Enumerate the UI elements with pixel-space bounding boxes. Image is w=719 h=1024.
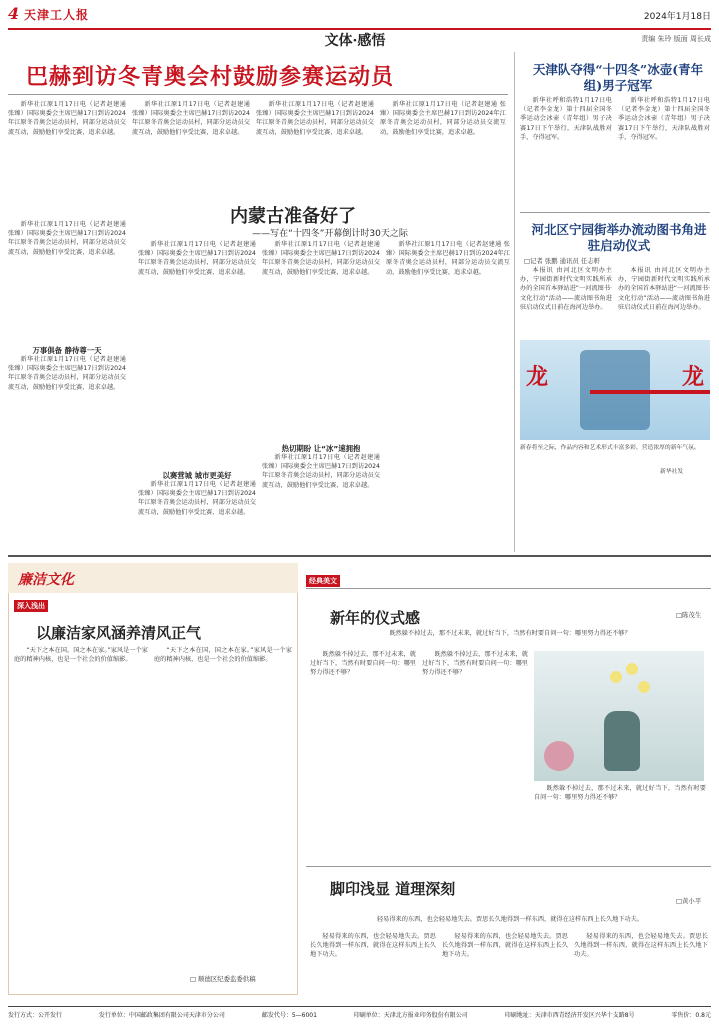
im-section-head: 万事俱备 静待尊一天 [32, 346, 102, 355]
section-title: 文体·感悟 [324, 33, 386, 49]
im-body-col3: 新华社江原1月17日电（记者赵建通 张臻）国际奥委会主席巴赫17日到访2024年江原冬青奥会运动员村，同部分运动员交流互动，鼓励他们享受比赛，追求卓越。 [262, 241, 380, 276]
im-body-col2: 新华社江原1月17日电（记者赵建通 张臻）国际奥委会主席巴赫17日到访2024年江原冬青奥会运动员村，同部分运动员交流互动，鼓励他们享受比赛，追求卓越。 [138, 241, 256, 276]
banner-title: 廉洁文化 [18, 572, 74, 588]
im-subheadline: ——写在“十四冬”开幕倒计时30天之际 [252, 229, 408, 239]
column-tag: 深入浅出 [14, 600, 48, 612]
paper-name: 天津工人报 [24, 8, 90, 22]
lead-body-col4: 新华社江原1月17日电（记者赵建通 张臻）国际奥委会主席巴赫17日到访2024年江原冬青奥会运动员村，同部分运动员交流互动，鼓励他们享受比赛，追求卓越。 [380, 101, 506, 136]
footer-item: 发行单位：中国邮政集团有限公司天津市分公司 [98, 1012, 225, 1019]
essay2-author: □黄小平 [676, 897, 702, 905]
photo-credit: 新华社发 [660, 469, 684, 475]
essay-body: 既然躲不掉过去，那不过未来，就过好当下，当然有时要自问一句：哪里努力得还不够？ [310, 651, 416, 677]
essay2-headline: 脚印浅显 道理深刻 [330, 880, 456, 898]
im-body-col1b: 新华社江原1月17日电（记者赵建通 张臻）国际奥委会主席巴赫17日到访2024年江原冬青奥会运动员村，同部分运动员交流互动，鼓励他们享受比赛，追求卓越。 [8, 356, 126, 391]
column-tag: 经典美文 [306, 575, 340, 587]
daffodil-shape [610, 671, 622, 683]
flower-shape [544, 741, 574, 771]
page-number: 4 [8, 4, 20, 23]
integrity-byline: □ 顺德区纪委监委供稿 [190, 975, 256, 983]
masthead [8, 4, 711, 30]
vase-photo [534, 651, 704, 781]
festival-photo [520, 340, 710, 440]
divider [8, 555, 711, 557]
divider [8, 94, 508, 95]
hebei-body-col2: 本报讯 由河北区文明办主办，宁园街新时代文明实践所承办的全国首本驿站进“一河流图书·文化行动”活动——流动图书角进驻启动仪式日前在海河边举办。 [618, 267, 710, 311]
im-body-col2b: 新华社江原1月17日电（记者赵建通 张臻）国际奥委会主席巴赫17日到访2024年江原冬青奥会运动员村，同部分运动员交流互动，鼓励他们享受比赛，追求卓越。 [138, 481, 256, 516]
im-section-head: 热切期盼 让“冰”速拥抱 [281, 444, 361, 453]
tianjin-body-col2: 新华社呼和浩特1月17日电（记者李金龙）第十四届全国冬季运动会冰壶（青年组）男子决赛17日下午举行，天津队战胜对手，夺得冠军。 [618, 97, 710, 141]
essay-body-col3: 既然躲不掉过去，那不过未来，就过好当下，当然有时要自问一句：哪里努力得还不够？ [534, 785, 706, 802]
integrity-banner [8, 563, 298, 593]
essay-author: □陈茂生 [676, 611, 702, 619]
tianjin-headline: 天津队夺得“十四冬”冰壶(青年组)男子冠军 [532, 62, 704, 93]
essay-body-col2: 既然躲不掉过去，那不过未来，就过好当下，当然有时要自问一句：哪里努力得还不够？ [422, 651, 528, 677]
im-body-col4: 新华社江原1月17日电（记者赵建通 张臻）国际奥委会主席巴赫17日到访2024年江原冬青奥会运动员村，同部分运动员交流互动，鼓励他们享受比赛，追求卓越。 [386, 241, 510, 276]
footer-item: 印刷地址：天津市西青经济开发区兴华十支路8号 [504, 1012, 635, 1019]
essay2-body-col3: 轻易得来的东西，也会轻易地失去。贾思长久地得到一样东西，就得在这样东西上长久地下功夫。 [574, 933, 708, 959]
im-section-head: 以赛营城 城市更美好 [162, 471, 232, 480]
lead-headline: 巴赫到访冬青奥会村鼓励参赛运动员 [26, 64, 395, 90]
vase-shape [604, 711, 640, 771]
essay2-body: 轻易得来的东西，也会轻易地失去。贾思长久地得到一样东西，就得在这样东西上长久地下功夫。 [310, 933, 436, 959]
hebei-body: 本报讯 由河北区文明办主办，宁园街新时代文明实践所承办的全国首本驿站进“一河流图书·文化行动”活动——流动图书角进驻启动仪式日前在海河边举办。 [520, 267, 612, 311]
dragon-character-right: 龙 [681, 364, 704, 390]
lead-body-col2: 新华社江原1月17日电（记者赵建通 张臻）国际奥委会主席巴赫17日到访2024年江原冬青奥会运动员村，同部分运动员交流互动，鼓励他们享受比赛，追求卓越。 [132, 101, 250, 136]
essay2-body-col2: 轻易得来的东西，也会轻易地失去。贾思长久地得到一样东西，就得在这样东西上长久地下功夫。 [442, 933, 568, 959]
hebei-byline: □记者 张鹏 通讯员 任志軒 [524, 257, 601, 265]
integrity-headline: 以廉洁家风涵养清风正气 [36, 624, 202, 642]
lead-body-col3: 新华社江原1月17日电（记者赵建通 张臻）国际奥委会主席巴赫17日到访2024年江原冬青奥会运动员村，同部分运动员交流互动，鼓励他们享受比赛，追求卓越。 [256, 101, 374, 136]
im-body-col3b: 新华社江原1月17日电（记者赵建通 张臻）国际奥委会主席巴赫17日到访2024年江原冬青奥会运动员村，同部分运动员交流互动，鼓励他们享受比赛，追求卓越。 [262, 454, 380, 489]
essay-lead: 既然躲不掉过去，那不过未来，就过好当下，当然有时要自问一句：哪里努力得还不够？ [389, 630, 631, 637]
essay2-lead: 轻易得来的东西，也会轻易地失去。贾思长久地得到一样东西，就得在这样东西上长久地下功夫。 [376, 916, 644, 923]
issue-date: 2024年1月18日 [643, 12, 711, 22]
daffodil-shape [626, 663, 638, 675]
daffodil-shape [638, 681, 650, 693]
tianjin-body: 新华社呼和浩特1月17日电（记者李金龙）第十四届全国冬季运动会冰壶（青年组）男子决赛17日下午举行，天津队战胜对手，夺得冠军。 [520, 97, 612, 141]
essay-headline: 新年的仪式感 [330, 609, 421, 627]
photo-caption: 新春将至之际，作品内容和艺术形式丰富多彩，营造浓厚的新年气氛。 [520, 445, 700, 451]
im-body-col1: 新华社江原1月17日电（记者赵建通 张臻）国际奥委会主席巴赫17日到访2024年江原冬青奥会运动员村，同部分运动员交流互动，鼓励他们享受比赛，追求卓越。 [8, 221, 126, 256]
integrity-body-col2: “天下之本在国，国之本在家。”家风是一个家庭的精神内核，也是一个社会的价值缩影。 [154, 647, 292, 664]
hebei-headline: 河北区宁园街举办流动图书角进驻启动仪式 [531, 222, 707, 253]
dragon-character-left: 龙 [526, 364, 549, 390]
footer-item: 印刷单位：天津北方报业印务股份有限公司 [353, 1012, 468, 1019]
footer [8, 1006, 711, 1019]
editor-credit: 责编 朱玲 版面 周长成 [641, 35, 711, 43]
divider [306, 866, 711, 867]
divider [306, 588, 711, 589]
lead-body: 新华社江原1月17日电（记者赵建通 张臻）国际奥委会主席巴赫17日到访2024年江原冬青奥会运动员村，同部分运动员交流互动，鼓励他们享受比赛，追求卓越。 [8, 101, 126, 136]
footer-item: 邮发代号：5—6001 [261, 1012, 317, 1019]
divider [520, 212, 710, 213]
divider [514, 52, 515, 552]
im-headline: 内蒙古准备好了 [230, 206, 356, 227]
integrity-body: “天下之本在国，国之本在家。”家风是一个家庭的精神内核，也是一个社会的价值缩影。 [14, 647, 148, 664]
footer-item: 发行方式：公开发行 [8, 1012, 63, 1019]
footer-item: 零售价：0.8元 [671, 1012, 711, 1019]
red-banner [590, 390, 710, 394]
